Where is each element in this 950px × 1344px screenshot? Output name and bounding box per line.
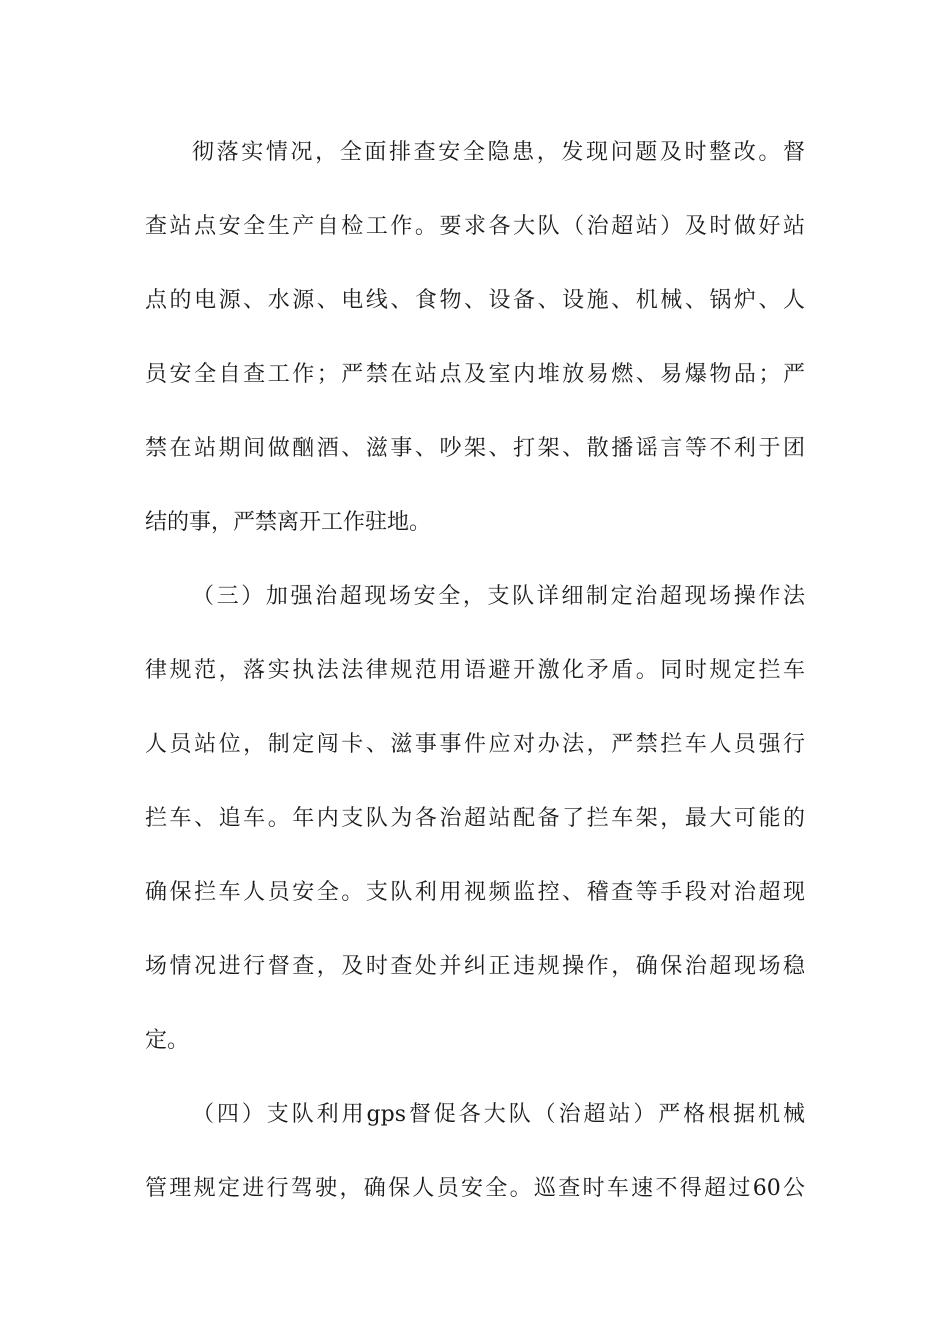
paragraph-line: 定。: [145, 1028, 190, 1053]
paragraph-line: 禁在站期间做酗酒、滋事、吵架、打架、散播谣言等不利于团: [145, 436, 805, 461]
paragraph-line: 拦车、追车。年内支队为各治超站配备了拦车架，最大可能的: [145, 806, 805, 831]
paragraph-line: 点的电源、水源、电线、食物、设备、设施、机械、锅炉、人: [145, 288, 805, 313]
paragraph-line: 管理规定进行驾驶，确保人员安全。巡查时车速不得超过60公: [145, 1176, 805, 1201]
paragraph-line: 彻落实情况，全面排查安全隐患，发现问题及时整改。督: [192, 140, 805, 165]
paragraph-line: 律规范，落实执法法律规范用语避开激化矛盾。同时规定拦车: [145, 658, 805, 683]
paragraph-line: 人员站位，制定闯卡、滋事事件应对办法，严禁拦车人员强行: [145, 732, 805, 757]
paragraph-line: （三）加强治超现场安全，支队详细制定治超现场操作法: [192, 584, 805, 609]
paragraph-line: （四）支队利用gps督促各大队（治超站）严格根据机械: [192, 1102, 805, 1127]
paragraph-line: 结的事，严禁离开工作驻地。: [145, 510, 432, 535]
paragraph-line: 查站点安全生产自检工作。要求各大队（治超站）及时做好站: [145, 214, 805, 239]
paragraph-line: 确保拦车人员安全。支队利用视频监控、稽查等手段对治超现: [145, 880, 805, 905]
paragraph-line: 场情况进行督查，及时查处并纠正违规操作，确保治超现场稳: [145, 954, 805, 979]
paragraph-line: 员安全自查工作；严禁在站点及室内堆放易燃、易爆物品；严: [145, 362, 805, 387]
